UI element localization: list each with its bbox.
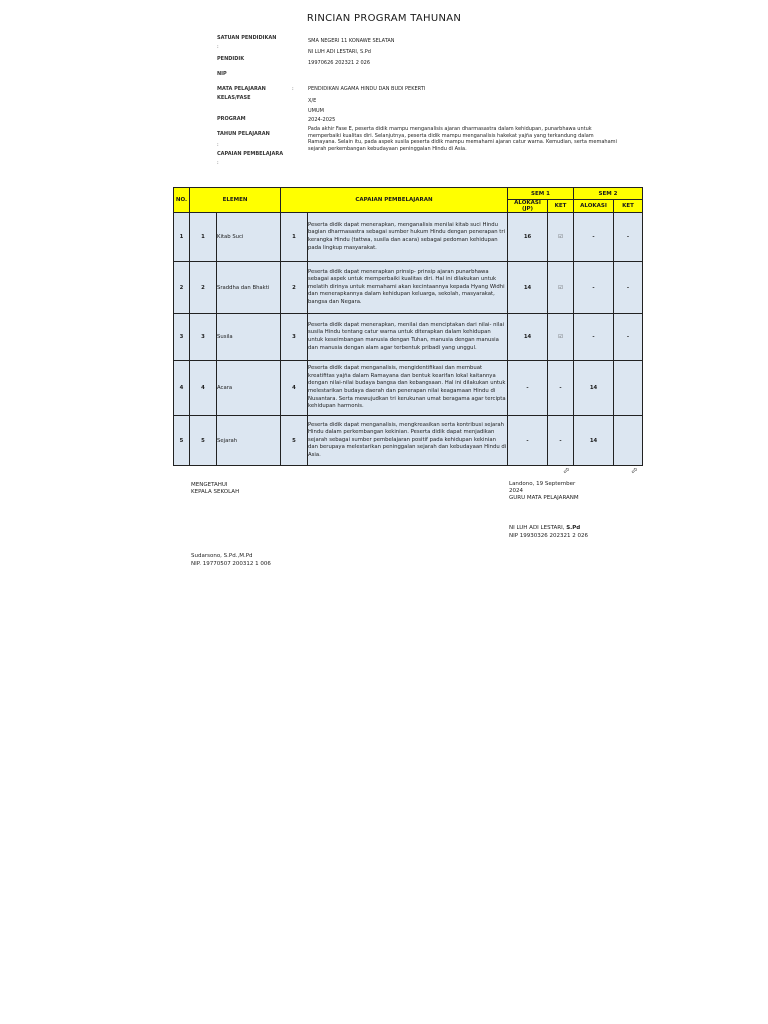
row-capaian-no: 3 <box>281 314 308 361</box>
value-tahun-pelajaran: 2024-2025 <box>308 117 336 123</box>
page-title: RINCIAN PROGRAM TAHUNAN <box>306 13 462 24</box>
footer-guru-name-main: NI LUH ADI LESTARI, <box>509 525 567 531</box>
program-table <box>173 187 643 466</box>
row-sem2-ket: - <box>614 314 643 361</box>
footer-kepala-sekolah: KEPALA SEKOLAH <box>191 489 240 495</box>
colon-separator: : <box>217 44 219 50</box>
header-sem1-ket: KET <box>548 200 574 213</box>
table-row <box>174 213 643 262</box>
value-mata-pelajaran: PENDIDIKAN AGAMA HINDU DAN BUDI PEKERTI <box>308 86 426 92</box>
row-capaian: Peserta didik dapat menganalisis, mengkreasikan serta kontribusi sejarah Hindu dalam perkembangan kekinian. Peserta didik dapat menjadikan sejarah sebagai sumber pembelajaran positif pada kehidupan kekinian dan berupaya melestarikan peninggalan sejarah dan kebudayaan Hindu di Asia. <box>308 416 508 466</box>
header-sem1: SEM 1 <box>508 188 574 200</box>
row-sem2-alokasi: - <box>574 262 614 314</box>
colon-separator: : <box>292 86 294 92</box>
label-tahun-pelajaran: TAHUN PELAJARAN <box>217 131 270 137</box>
table-row <box>174 314 643 361</box>
row-sem2-alokasi: 14 <box>574 416 614 466</box>
value-capaian-pembelajaran: Pada akhir Fase E, peserta didik mampu menganalisis ajaran dharmasastra dalam kehidupan, punarbhawa untuk memperbaiki kualitas diri. Selanjutnya, peserta didik mampu menganalisis hakekat yajña yang terkandung dalam Ramayana. Selain itu, pada aspek susila peserta didik mampu memahami ajaran catur warna. Kemudian, serta memahami sejarah perkembangan kebudayaan peninggalan Hindu di Asia. <box>308 126 617 152</box>
row-elemen: Sraddha dan Bhakti <box>217 262 281 314</box>
label-kelas-fase: KELAS/FASE <box>217 95 251 101</box>
table-row <box>174 416 643 466</box>
row-sem1-alokasi: - <box>508 416 548 466</box>
value-pendidik: NI LUH ADI LESTARI, S.Pd <box>308 49 371 55</box>
row-no: 4 <box>174 361 190 416</box>
row-elemen: Sejarah <box>217 416 281 466</box>
footer-guru-title: S.Pd <box>566 525 581 531</box>
row-sem1-ket: - <box>548 416 574 466</box>
row-sem1-alokasi: 16 <box>508 213 548 262</box>
row-no: 3 <box>174 314 190 361</box>
row-elemen-no: 3 <box>190 314 217 361</box>
checkbox-icon: ☑ <box>548 314 574 361</box>
header-no: NO. <box>174 188 190 213</box>
footer-place-date: Landono, 19 September <box>509 481 576 487</box>
row-elemen-no: 5 <box>190 416 217 466</box>
row-sem1-ket: - <box>548 361 574 416</box>
label-satuan-pendidikan: SATUAN PENDIDIKAN <box>217 35 277 41</box>
row-elemen-no: 2 <box>190 262 217 314</box>
row-elemen-no: 1 <box>190 213 217 262</box>
row-elemen: Acara <box>217 361 281 416</box>
table-row <box>174 262 643 314</box>
row-sem1-alokasi: 14 <box>508 262 548 314</box>
header-sem2-ket: KET <box>614 200 643 213</box>
row-capaian-no: 4 <box>281 361 308 416</box>
row-elemen: Susila <box>217 314 281 361</box>
footer-guru-role: GURU MATA PELAJARANM <box>509 495 579 501</box>
value-program: UMUM <box>308 108 324 114</box>
table-row <box>174 361 643 416</box>
colon-separator: : <box>217 160 219 166</box>
checkbox-icon: ☑ <box>548 213 574 262</box>
row-sem1-alokasi: 14 <box>508 314 548 361</box>
label-program: PROGRAM <box>217 116 246 122</box>
external-link-icon: ⬀ <box>563 466 570 475</box>
row-no: 1 <box>174 213 190 262</box>
row-sem2-ket <box>614 361 643 416</box>
row-sem2-alokasi: 14 <box>574 361 614 416</box>
row-capaian-no: 2 <box>281 262 308 314</box>
header-sem1-alokasi: ALOKASI (JP) <box>508 200 548 213</box>
row-sem2-ket <box>614 416 643 466</box>
value-satuan-pendidikan: SMA NEGERI 11 KONAWE SELATAN <box>308 38 395 44</box>
row-sem2-alokasi: - <box>574 213 614 262</box>
footer-year: 2024 <box>509 488 523 494</box>
value-kelas-fase: X/E <box>308 98 317 104</box>
row-capaian-no: 1 <box>281 213 308 262</box>
row-no: 5 <box>174 416 190 466</box>
footer-mengetahui: MENGETAHUI <box>191 482 228 488</box>
row-sem2-ket: - <box>614 213 643 262</box>
checkbox-icon: ☑ <box>548 262 574 314</box>
colon-separator: : <box>217 142 219 148</box>
row-elemen-no: 4 <box>190 361 217 416</box>
footer-kepsek-name: Sudarsono, S.Pd.,M.Pd <box>191 553 253 559</box>
row-capaian: Peserta didik dapat menganalisis, mengidentifikasi dan membuat kreatifitas yajña dalam Ramayana dan bentuk kearifan lokal kaitannya dengan nilai-nilai budaya bangsa dan kebangsaan. Hal ini dilakukan untuk melestarikan budaya daerah dan penerapan nilai keagamaan Hindu di Nusantara. Serta mewujudkan tri kerukunan umat beragama agar tercipta kehidupan harmonis. <box>308 361 508 416</box>
row-sem2-ket: - <box>614 262 643 314</box>
row-capaian: Peserta didik dapat menerapkan prinsip- prinsip ajaran punarbhawa sebagai aspek untuk memperbaiki kualitas diri. Hal ini dilakukan untuk melatih dirinya untuk memahami akan kecintaannya kepada Hyang Widhi dan menerapkannya dalam kehidupan keluarga, sekolah, masyarakat, bangsa dan Negara. <box>308 262 508 314</box>
row-sem1-alokasi: - <box>508 361 548 416</box>
label-mata-pelajaran: MATA PELAJARAN <box>217 86 266 92</box>
label-nip: NIP <box>217 71 227 77</box>
footer-guru-name <box>509 525 580 532</box>
external-link-icon: ⬀ <box>631 466 638 475</box>
footer-kepsek-nip: NIP. 19770507 200312 1 006 <box>191 561 271 567</box>
header-elemen: ELEMEN <box>190 188 281 213</box>
value-nip: 19970626 202321 2 026 <box>308 60 371 66</box>
footer-guru-nip: NIP 19930326 202321 2 026 <box>509 533 589 539</box>
header-sem2: SEM 2 <box>574 188 643 200</box>
row-sem2-alokasi: - <box>574 314 614 361</box>
header-capaian: CAPAIAN PEMBELAJARAN <box>281 188 508 213</box>
row-capaian: Peserta didik dapat menerapkan, menganalisis menilai kitab suci Hindu bagian dharmasastra sebagai sumber hukum Hindu dengan penerapan tri kerangka Hindu (tattwa, susila dan acara) sebagai pedoman kehidupan pada lingkup masyarakat. <box>308 213 508 262</box>
label-capaian-pembelajaran: CAPAIAN PEMBELAJARA <box>217 151 284 157</box>
row-capaian: Peserta didik dapat menerapkan, menilai dan menciptakan dari nilai- nilai susila Hindu tentang catur warna untuk diterapkan dalam kehidupan untuk keseimbangan manusia dengan Tuhan, manusia dengan manusia dan manusia dengan alam agar terbentuk pribadi yang unggul. <box>308 314 508 361</box>
row-no: 2 <box>174 262 190 314</box>
header-sem2-alokasi: ALOKASI <box>574 200 614 213</box>
label-pendidik: PENDIDIK <box>217 56 245 62</box>
row-capaian-no: 5 <box>281 416 308 466</box>
row-elemen: Kitab Suci <box>217 213 281 262</box>
